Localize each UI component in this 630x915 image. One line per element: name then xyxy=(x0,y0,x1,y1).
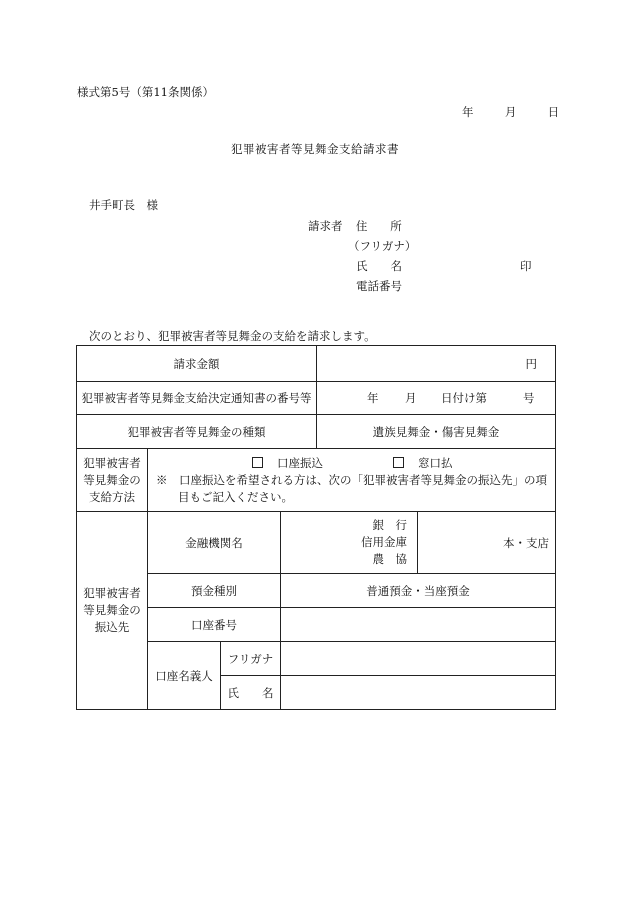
lead-text: 次のとおり、犯罪被害者等見舞金の支給を請求します。 xyxy=(89,329,376,343)
account-number-row xyxy=(77,608,556,642)
type-row xyxy=(77,415,556,449)
notice-month: 月 xyxy=(405,390,417,405)
notice-number: 号 xyxy=(523,390,535,405)
notice-year: 年 xyxy=(367,390,379,405)
method-label: 犯罪被害者等見舞金の支給方法 xyxy=(77,449,148,512)
notice-row xyxy=(77,382,556,415)
bank-types xyxy=(281,517,417,568)
amount-unit: 円 xyxy=(525,356,537,371)
account-number-label: 口座番号 xyxy=(148,608,281,642)
window-option-label: 窓口払 xyxy=(418,455,453,470)
branch-label: 本・支店 xyxy=(503,535,549,550)
seal-mark: 印 xyxy=(520,259,532,273)
bank-type-coop: 農 協 xyxy=(372,552,407,566)
document-title: 犯罪被害者等見舞金支給請求書 xyxy=(231,142,399,156)
recipient: 井手町長 様 xyxy=(89,198,158,212)
holder-furigana-field[interactable] xyxy=(281,642,556,676)
window-checkbox[interactable] xyxy=(393,457,404,468)
notice-field[interactable] xyxy=(317,382,556,415)
type-value[interactable]: 遺族見舞金・傷害見舞金 xyxy=(317,415,556,449)
branch-field[interactable] xyxy=(418,512,556,574)
method-row xyxy=(77,449,556,512)
notice-dated: 日付け第 xyxy=(441,390,487,405)
bank-label: 金融機関名 xyxy=(148,512,281,574)
holder-label: 口座名義人 xyxy=(148,642,221,710)
claimant-furigana-label: （フリガナ） xyxy=(348,239,417,253)
date-year: 年 xyxy=(462,105,474,119)
date-day: 日 xyxy=(547,105,560,119)
type-label: 犯罪被害者等見舞金の種類 xyxy=(77,415,317,449)
holder-name-field[interactable] xyxy=(281,676,556,710)
transfer-option[interactable] xyxy=(252,455,323,471)
transfer-checkbox[interactable] xyxy=(252,457,263,468)
holder-name-label: 氏 名 xyxy=(221,676,281,710)
deposit-type-row xyxy=(77,574,556,608)
claimant-name-label: 氏 名 xyxy=(356,259,402,273)
deposit-type-value[interactable]: 普通預金・当座預金 xyxy=(281,574,556,608)
bank-type-credit: 信用金庫 xyxy=(361,535,407,549)
claimant-label: 請求者 xyxy=(308,219,343,233)
bank-type-bank: 銀 行 xyxy=(372,518,407,532)
date-line xyxy=(462,104,559,120)
holder-furigana-row xyxy=(77,642,556,676)
amount-row xyxy=(77,346,556,382)
claimant-block xyxy=(308,216,532,296)
notice-label: 犯罪被害者等見舞金支給決定通知書の番号等 xyxy=(77,382,317,415)
transfer-option-label: 口座振込 xyxy=(277,455,323,470)
form-number: 様式第5号（第11条関係） xyxy=(77,85,214,99)
holder-furigana-label: フリガナ xyxy=(221,642,281,676)
window-option[interactable] xyxy=(393,455,453,471)
date-month: 月 xyxy=(504,105,517,119)
deposit-type-label: 預金種別 xyxy=(148,574,281,608)
claimant-address-label: 住 所 xyxy=(355,219,402,233)
bank-row xyxy=(77,512,556,574)
claimant-phone-label: 電話番号 xyxy=(356,279,402,293)
amount-label: 請求金額 xyxy=(77,346,317,382)
method-cell xyxy=(148,449,556,512)
dest-label: 犯罪被害者等見舞金の振込先 xyxy=(77,512,148,710)
method-note: ※ 口座振込を希望される方は、次の「犯罪被害者等見舞金の振込先」の項目もご記入ください。 xyxy=(156,472,547,504)
amount-field[interactable] xyxy=(317,346,556,382)
claim-form-table xyxy=(76,345,556,710)
account-number-field[interactable] xyxy=(281,608,556,642)
bank-name-field[interactable] xyxy=(281,512,418,574)
